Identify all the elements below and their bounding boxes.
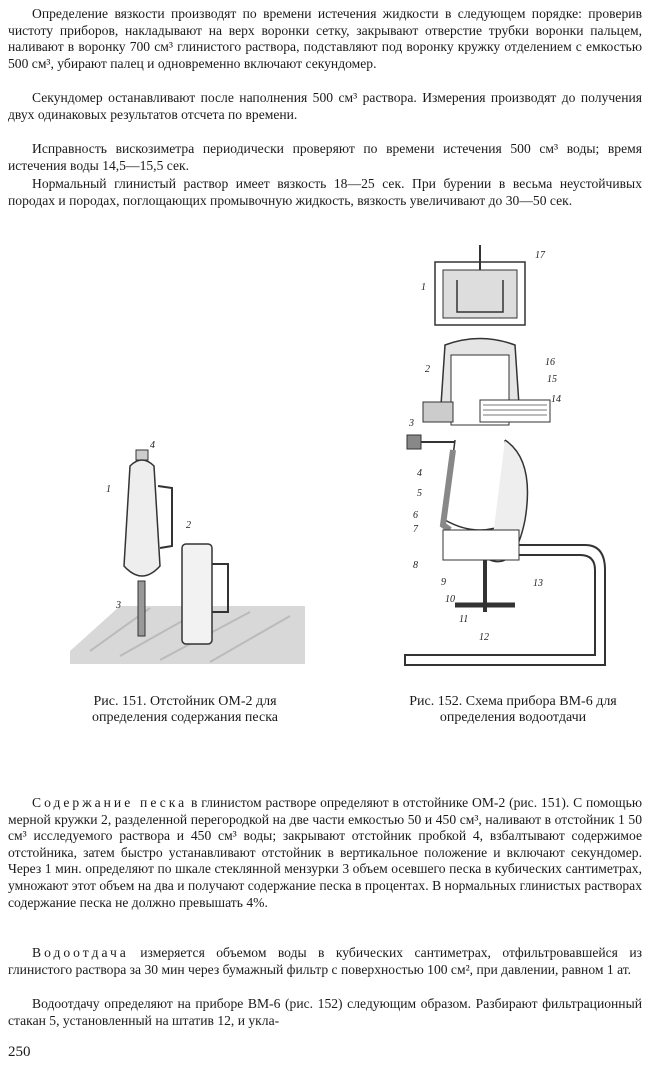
paragraph-sand-content [8,795,642,911]
heading-water-loss: Водоотдача [32,945,129,960]
fig152-label-11: 11 [459,614,469,625]
fig152-label-10: 10 [445,594,455,605]
page-number: 250 [8,1044,31,1060]
fig151-label-4: 4 [150,440,155,451]
fig152-label-14: 14 [551,394,561,405]
fig152-label-3: 3 [409,418,414,429]
paragraph-viscosity-procedure: Определение вязкости производят по времени истечения жидкости в следующем порядке: проверив чистоту приборов, накладывают на верх воронки сетку, закрывают отверстие трубки воронки пальцем, наливают в воронку 700 см³ глинистого раствора, подставляют под воронку кружку отделением с емкостью 500 см³, убирают палец и одновременно включают секундомер. [8,6,642,71]
fig151-label-3: 3 [116,600,121,611]
fig152-label-5: 5 [417,488,422,499]
fig152-label-13: 13 [533,578,543,589]
paragraph-viscometer-check: Исправность вискозиметра периодически проверяют по времени истечения 500 см³ воды; время истечения воды 14,5—15,5 сек. [8,141,642,173]
fig152-label-2: 2 [425,364,430,375]
figure-151-settler [60,436,310,666]
fig152-label-9: 9 [441,577,446,588]
paragraph-vm6-procedure: Водоотдачу определяют на приборе ВМ-6 (рис. 152) следующим образом. Разбирают фильтрационный стакан 5, установленный на штатив 12, и укла- [8,996,642,1028]
fig152-label-8: 8 [413,560,418,571]
paragraph-water-loss [8,945,642,978]
paragraph-normal-viscosity: Нормальный глинистый раствор имеет вязкость 18—25 сек. При бурении в весьма неустойчивых породах и породах, поглощающих промывочную жидкость, вязкость увеличивают до 30—50 сек. [8,176,642,208]
caption-figure-151: Рис. 151. Отстойник ОМ-2 для определения содержания песка [91,694,278,725]
fig151-label-2: 2 [186,520,191,531]
fig152-label-15: 15 [547,374,557,385]
fig152-label-16: 16 [545,357,555,368]
paragraph-stopwatch: Секундомер останавливают после наполнения 500 см³ раствора. Измерения производят до получения двух одинаковых результатов отсчета по времени. [8,90,642,122]
fig152-label-6: 6 [413,510,418,521]
fig152-label-17: 17 [535,250,545,261]
fig152-label-1: 1 [421,282,426,293]
figure-152-vm6-device [395,240,640,680]
text-water-loss: измеряется объемом воды в кубических сантиметрах, отфильтровавшейся из глинистого раствора за 30 мин через бумажный фильтр с поверхностью 100 см², при давлении, равном 1 ат. [8,945,642,977]
fig151-label-1: 1 [106,484,111,495]
fig152-label-4: 4 [417,468,422,479]
text-sand-content: в глинистом растворе определяют в отстойнике ОМ-2 (рис. 151). С помощью мерной кружки 2, разделенной перегородкой на две части емкостью 50 и 450 см³, наливают в отстойник 1 50 см³ исследуемого раствора и 450 см³ воды; закрывают отстойник пробкой 4, взбалтывают содержимое отстойника, затем быстро устанавливают отстойник в вертикальное положение и включают секундомер. Через 1 мин. определяют по шкале стеклянной мензурки 3 объем осевшего песка в кубических сантиметрах, умножают этот объем на два и получают содержание песка в процентах. В нормальных глинистых растворах содержание песка не должно превышать 4%. [8,795,642,910]
caption-figure-152: Рис. 152. Схема прибора ВМ-6 для определения водоотдачи [409,694,617,725]
fig152-label-7: 7 [413,524,418,535]
heading-sand-content: Содержание песка [32,795,188,810]
fig152-label-12: 12 [479,632,489,643]
